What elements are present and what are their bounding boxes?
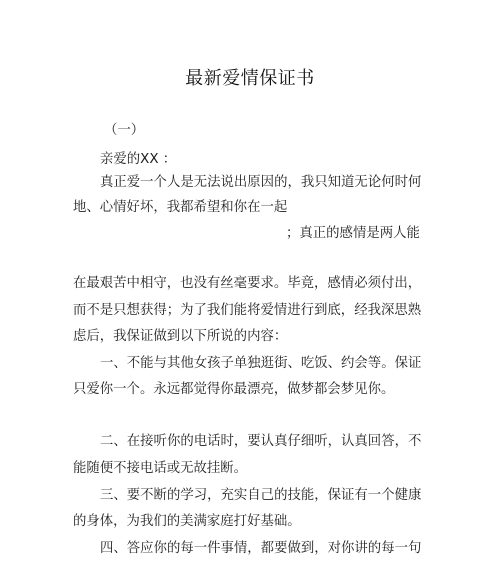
paragraph-line: 一、不能与其他女孩子单独逛街、吃饭、约会等。保证: [100, 356, 422, 371]
paragraph-line: 只爱你一个。永远都觉得你最漂亮，做梦都会梦见你。: [73, 382, 395, 397]
paragraph-line: 而不是只想获得；为了我们能将爱情进行到底，经我深思熟: [73, 303, 422, 318]
paragraph-line: 二、在接听你的电话时，要认真仔细听，认真回答，不: [100, 434, 422, 449]
paragraph-line: 真正爱一个人是无法说出原因的，我只知道无论何时何: [100, 175, 422, 190]
salutation: 亲爱的XX ：: [100, 152, 177, 167]
section-marker: （一）: [104, 123, 145, 138]
document-title: 最新爱情保证书: [185, 68, 315, 89]
paragraph-line: 能随便不接电话或无故挂断。: [73, 461, 248, 476]
paragraph-line: 在最艰苦中相守，也没有丝毫要求。毕竟，感情必须付出，: [73, 276, 422, 291]
paragraph-line: 的身体，为我们的美满家庭打好基础。: [73, 514, 301, 529]
paragraph-line: 三、要不断的学习，充实自己的技能，保证有一个健康: [100, 488, 422, 503]
paragraph-line: 虑后，我保证做到以下所说的内容：: [73, 329, 288, 344]
paragraph-line: 四、答应你的每一件事情，都要做到，对你讲的每一句: [100, 541, 422, 556]
paragraph-line: ；真正的感情是两人能: [286, 226, 420, 241]
paragraph-line: 地、心情好坏，我都希望和你在一起: [73, 200, 288, 215]
